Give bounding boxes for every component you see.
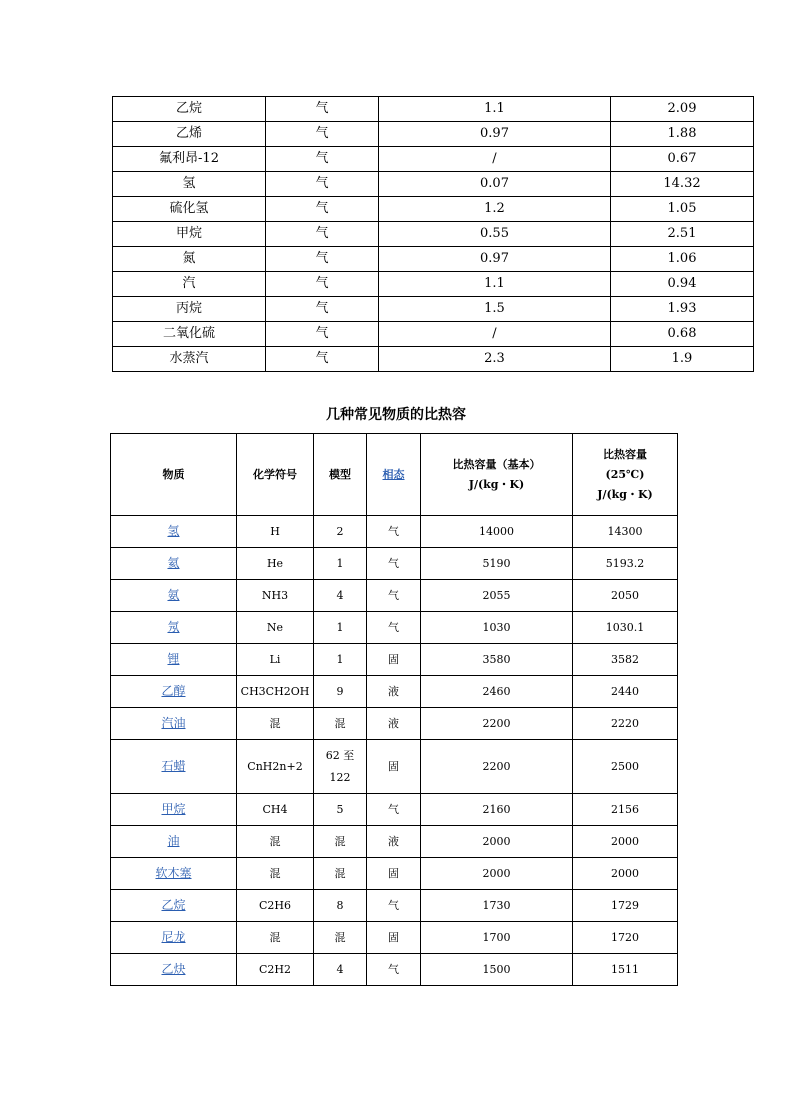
cell-substance: 汽 (113, 272, 266, 297)
cell-phase: 气 (266, 222, 379, 247)
cell-at25: 5193.2 (573, 548, 678, 580)
cell-substance: 甲烷 (113, 222, 266, 247)
cell-specific-heat: 0.94 (611, 272, 754, 297)
cell-phase: 液 (367, 676, 421, 708)
cell-phase: 气 (266, 347, 379, 372)
common-substances-heat-capacity-table (110, 433, 678, 986)
substance-link[interactable]: 乙炔 (161, 962, 186, 976)
cell-model: 1 (314, 612, 367, 644)
cell-at25: 1511 (573, 954, 678, 986)
cell-substance: 二氧化硫 (113, 322, 266, 347)
cell-base: 2000 (421, 858, 573, 890)
table-row (111, 644, 678, 676)
table-title: 几种常见物质的比热容 (326, 407, 466, 423)
table-row (113, 322, 754, 347)
table-row (113, 122, 754, 147)
cell-phase: 气 (266, 97, 379, 122)
cell-phase: 固 (367, 922, 421, 954)
table-row (113, 172, 754, 197)
cell-at25: 2156 (573, 794, 678, 826)
cell-phase: 气 (266, 197, 379, 222)
cell-formula: CnH2n+2 (237, 740, 314, 794)
cell-at25: 2000 (573, 858, 678, 890)
cell-phase: 气 (266, 297, 379, 322)
cell-substance[interactable] (111, 580, 237, 612)
header-phase[interactable] (367, 434, 421, 516)
cell-model: 4 (314, 580, 367, 612)
cell-density: 0.07 (379, 172, 611, 197)
cell-substance: 氟利昂-12 (113, 147, 266, 172)
table-row (113, 272, 754, 297)
header-base-line1: 比热容量（基本） (452, 457, 541, 471)
cell-base: 14000 (421, 516, 573, 548)
cell-density: / (379, 147, 611, 172)
cell-model: 2 (314, 516, 367, 548)
cell-substance[interactable] (111, 794, 237, 826)
substance-link[interactable]: 氨 (167, 588, 180, 602)
cell-base: 1500 (421, 954, 573, 986)
cell-base: 2160 (421, 794, 573, 826)
cell-density: 1.5 (379, 297, 611, 322)
cell-base: 2000 (421, 826, 573, 858)
cell-substance[interactable] (111, 548, 237, 580)
cell-model: 5 (314, 794, 367, 826)
cell-model: 9 (314, 676, 367, 708)
table-row (113, 222, 754, 247)
cell-model: 1 (314, 548, 367, 580)
cell-substance[interactable] (111, 612, 237, 644)
cell-model: 62 至 122 (314, 740, 367, 794)
cell-substance[interactable] (111, 826, 237, 858)
cell-density: 1.1 (379, 272, 611, 297)
cell-base: 1700 (421, 922, 573, 954)
cell-at25: 2000 (573, 826, 678, 858)
cell-model: 混 (314, 826, 367, 858)
cell-at25: 2500 (573, 740, 678, 794)
cell-substance[interactable] (111, 676, 237, 708)
table-row (111, 954, 678, 986)
cell-base: 5190 (421, 548, 573, 580)
cell-substance[interactable] (111, 708, 237, 740)
substance-link[interactable]: 乙醇 (161, 684, 186, 698)
substance-link[interactable]: 石蜡 (161, 759, 186, 773)
table-row (113, 297, 754, 322)
cell-density: / (379, 322, 611, 347)
cell-formula: 混 (237, 708, 314, 740)
table-row (113, 197, 754, 222)
cell-base: 1730 (421, 890, 573, 922)
cell-phase: 气 (367, 890, 421, 922)
cell-density: 0.55 (379, 222, 611, 247)
substance-link[interactable]: 锂 (167, 652, 180, 666)
cell-formula: NH3 (237, 580, 314, 612)
cell-model: 混 (314, 922, 367, 954)
cell-at25: 14300 (573, 516, 678, 548)
cell-phase: 固 (367, 858, 421, 890)
cell-phase: 气 (266, 272, 379, 297)
header-base-line2: J/(kg・K) (468, 477, 525, 491)
substance-link[interactable]: 尼龙 (161, 930, 186, 944)
table-row (111, 580, 678, 612)
cell-substance: 丙烷 (113, 297, 266, 322)
cell-substance[interactable] (111, 644, 237, 676)
cell-model: 混 (314, 858, 367, 890)
cell-model: 4 (314, 954, 367, 986)
substance-link[interactable]: 软木塞 (155, 866, 192, 880)
cell-specific-heat: 1.93 (611, 297, 754, 322)
cell-substance: 水蒸汽 (113, 347, 266, 372)
table-row (113, 247, 754, 272)
substance-link[interactable]: 氖 (167, 620, 180, 634)
header-model: 模型 (314, 434, 367, 516)
substance-link[interactable]: 乙烷 (161, 898, 186, 912)
cell-at25: 3582 (573, 644, 678, 676)
cell-base: 1030 (421, 612, 573, 644)
header-phase-link[interactable]: 相态 (382, 467, 405, 481)
cell-phase: 气 (266, 122, 379, 147)
cell-substance[interactable] (111, 516, 237, 548)
table-row (111, 708, 678, 740)
table-row (111, 890, 678, 922)
cell-specific-heat: 0.68 (611, 322, 754, 347)
cell-formula: CH4 (237, 794, 314, 826)
cell-specific-heat: 1.06 (611, 247, 754, 272)
cell-base: 3580 (421, 644, 573, 676)
cell-formula: H (237, 516, 314, 548)
cell-substance[interactable] (111, 954, 237, 986)
cell-substance: 乙烯 (113, 122, 266, 147)
cell-substance[interactable] (111, 890, 237, 922)
table-row (111, 676, 678, 708)
cell-substance: 氮 (113, 247, 266, 272)
cell-phase: 气 (266, 147, 379, 172)
table-row (113, 147, 754, 172)
cell-substance: 乙烷 (113, 97, 266, 122)
cell-substance[interactable] (111, 740, 237, 794)
cell-at25: 2220 (573, 708, 678, 740)
cell-at25: 1030.1 (573, 612, 678, 644)
cell-specific-heat: 14.32 (611, 172, 754, 197)
cell-specific-heat: 1.88 (611, 122, 754, 147)
table-row (111, 740, 678, 794)
cell-formula: C2H2 (237, 954, 314, 986)
table-row (111, 826, 678, 858)
cell-phase: 气 (367, 954, 421, 986)
header-25c-line2: (25℃) (605, 467, 645, 481)
cell-phase: 气 (266, 247, 379, 272)
cell-formula: Ne (237, 612, 314, 644)
cell-formula: C2H6 (237, 890, 314, 922)
substance-link[interactable]: 氦 (167, 556, 180, 570)
table-row (113, 347, 754, 372)
table-row (111, 548, 678, 580)
cell-phase: 固 (367, 740, 421, 794)
cell-phase: 液 (367, 826, 421, 858)
cell-phase: 气 (266, 172, 379, 197)
cell-specific-heat: 1.9 (611, 347, 754, 372)
cell-density: 0.97 (379, 122, 611, 147)
cell-phase: 固 (367, 644, 421, 676)
header-25c-capacity (573, 434, 678, 516)
substance-link[interactable]: 甲烷 (161, 802, 186, 816)
header-25c-line1: 比热容量 (603, 447, 647, 461)
header-formula: 化学符号 (237, 434, 314, 516)
cell-base: 2460 (421, 676, 573, 708)
cell-substance: 氢 (113, 172, 266, 197)
table-row (111, 516, 678, 548)
cell-base: 2200 (421, 708, 573, 740)
cell-phase: 气 (367, 794, 421, 826)
header-row (111, 434, 678, 516)
cell-phase: 气 (367, 516, 421, 548)
cell-density: 1.1 (379, 97, 611, 122)
substance-link[interactable]: 油 (167, 834, 180, 848)
cell-density: 1.2 (379, 197, 611, 222)
cell-density: 0.97 (379, 247, 611, 272)
cell-formula: Li (237, 644, 314, 676)
specific-heat-gas-table (112, 96, 754, 372)
header-base-capacity (421, 434, 573, 516)
cell-at25: 1720 (573, 922, 678, 954)
table-row (111, 858, 678, 890)
cell-substance[interactable] (111, 922, 237, 954)
cell-specific-heat: 2.09 (611, 97, 754, 122)
cell-base: 2200 (421, 740, 573, 794)
cell-phase: 气 (367, 612, 421, 644)
cell-specific-heat: 2.51 (611, 222, 754, 247)
cell-formula: He (237, 548, 314, 580)
cell-phase: 液 (367, 708, 421, 740)
cell-model: 8 (314, 890, 367, 922)
substance-link[interactable]: 汽油 (161, 716, 186, 730)
cell-at25: 1729 (573, 890, 678, 922)
header-25c-line3: J/(kg・K) (597, 487, 653, 501)
table-row (111, 794, 678, 826)
cell-specific-heat: 1.05 (611, 197, 754, 222)
cell-model: 混 (314, 708, 367, 740)
cell-phase: 气 (367, 580, 421, 612)
header-substance: 物质 (111, 434, 237, 516)
table-row (113, 97, 754, 122)
table-row (111, 612, 678, 644)
substance-link[interactable]: 氢 (167, 524, 180, 538)
cell-substance[interactable] (111, 858, 237, 890)
cell-phase: 气 (266, 322, 379, 347)
cell-formula: 混 (237, 922, 314, 954)
table-row (111, 922, 678, 954)
cell-at25: 2440 (573, 676, 678, 708)
cell-base: 2055 (421, 580, 573, 612)
cell-formula: CH3CH2OH (237, 676, 314, 708)
cell-formula: 混 (237, 826, 314, 858)
cell-density: 2.3 (379, 347, 611, 372)
cell-formula: 混 (237, 858, 314, 890)
cell-model: 1 (314, 644, 367, 676)
cell-specific-heat: 0.67 (611, 147, 754, 172)
cell-substance: 硫化氢 (113, 197, 266, 222)
cell-phase: 气 (367, 548, 421, 580)
cell-at25: 2050 (573, 580, 678, 612)
